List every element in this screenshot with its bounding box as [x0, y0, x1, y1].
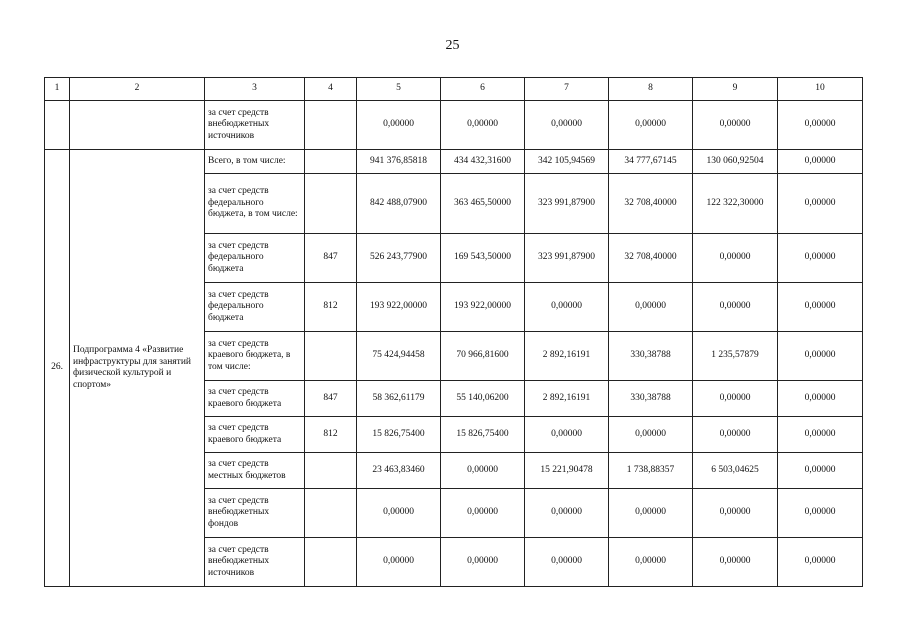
amount-cell: 0,00000: [778, 101, 863, 150]
amount-cell: 0,00000: [357, 101, 441, 150]
header-row: [45, 78, 863, 101]
budget-code-cell: [305, 150, 357, 174]
budget-code-cell: [305, 332, 357, 381]
amount-cell: 0,00000: [693, 234, 778, 283]
amount-cell: 70 966,81600: [441, 332, 525, 381]
column-header: 6: [441, 78, 525, 101]
column-header: 4: [305, 78, 357, 101]
funding-source-cell: за счет средств краевого бюджета: [205, 417, 305, 453]
budget-code-cell: 812: [305, 417, 357, 453]
budget-table: [44, 77, 863, 587]
amount-cell: 1 235,57879: [693, 332, 778, 381]
budget-code-cell: [305, 453, 357, 489]
amount-cell: 0,00000: [525, 417, 609, 453]
amount-cell: 0,00000: [693, 381, 778, 417]
amount-cell: 0,00000: [441, 489, 525, 538]
amount-cell: 330,38788: [609, 332, 693, 381]
amount-cell: 0,00000: [609, 538, 693, 587]
amount-cell: 0,00000: [609, 101, 693, 150]
amount-cell: 0,00000: [778, 538, 863, 587]
funding-source-cell: за счет средств внебюджетных фондов: [205, 489, 305, 538]
amount-cell: 23 463,83460: [357, 453, 441, 489]
amount-cell: 526 243,77900: [357, 234, 441, 283]
amount-cell: 0,00000: [693, 283, 778, 332]
budget-code-cell: [305, 489, 357, 538]
amount-cell: 0,00000: [778, 489, 863, 538]
amount-cell: 0,00000: [441, 453, 525, 489]
funding-source-cell: за счет средств федерального бюджета: [205, 283, 305, 332]
amount-cell: 0,00000: [693, 538, 778, 587]
amount-cell: 32 708,40000: [609, 174, 693, 234]
amount-cell: 323 991,87900: [525, 234, 609, 283]
amount-cell: 0,00000: [778, 453, 863, 489]
column-header: 9: [693, 78, 778, 101]
column-header: 3: [205, 78, 305, 101]
amount-cell: 58 362,61179: [357, 381, 441, 417]
amount-cell: 0,00000: [778, 234, 863, 283]
amount-cell: 0,00000: [609, 489, 693, 538]
amount-cell: 193 922,00000: [441, 283, 525, 332]
amount-cell: 0,00000: [693, 101, 778, 150]
budget-code-cell: [305, 538, 357, 587]
page-number: 25: [445, 38, 460, 53]
amount-cell: 6 503,04625: [693, 453, 778, 489]
amount-cell: 0,00000: [357, 538, 441, 587]
budget-code-cell: 847: [305, 381, 357, 417]
column-header: 1: [45, 78, 70, 101]
funding-source-cell: за счет средств внебюджетных источников: [205, 101, 305, 150]
amount-cell: 0,00000: [525, 283, 609, 332]
amount-cell: 130 060,92504: [693, 150, 778, 174]
column-header: 2: [70, 78, 205, 101]
amount-cell: 55 140,06200: [441, 381, 525, 417]
amount-cell: 0,00000: [778, 381, 863, 417]
funding-source-cell: за счет средств федерального бюджета, в том числе:: [205, 174, 305, 234]
budget-code-cell: [305, 101, 357, 150]
amount-cell: 0,00000: [441, 538, 525, 587]
amount-cell: 122 322,30000: [693, 174, 778, 234]
amount-cell: 1 738,88357: [609, 453, 693, 489]
amount-cell: 0,00000: [693, 417, 778, 453]
table-row: [45, 150, 863, 174]
amount-cell: 34 777,67145: [609, 150, 693, 174]
row-number-cell: 26.: [45, 150, 70, 587]
amount-cell: 15 826,75400: [441, 417, 525, 453]
amount-cell: 0,00000: [778, 417, 863, 453]
funding-source-cell: за счет средств внебюджетных источников: [205, 538, 305, 587]
funding-source-cell: за счет средств федерального бюджета: [205, 234, 305, 283]
amount-cell: 0,00000: [609, 283, 693, 332]
program-title-cell: [70, 101, 205, 150]
funding-source-cell: за счет средств краевого бюджета, в том числе:: [205, 332, 305, 381]
budget-code-cell: 847: [305, 234, 357, 283]
amount-cell: 0,00000: [778, 332, 863, 381]
funding-source-cell: Всего, в том числе:: [205, 150, 305, 174]
funding-source-cell: за счет средств местных бюджетов: [205, 453, 305, 489]
table-body: [45, 78, 863, 587]
amount-cell: 0,00000: [693, 489, 778, 538]
amount-cell: 0,00000: [525, 489, 609, 538]
amount-cell: 342 105,94569: [525, 150, 609, 174]
amount-cell: 0,00000: [441, 101, 525, 150]
column-header: 8: [609, 78, 693, 101]
table-row: [45, 101, 863, 150]
amount-cell: 0,00000: [778, 150, 863, 174]
amount-cell: 363 465,50000: [441, 174, 525, 234]
amount-cell: 842 488,07900: [357, 174, 441, 234]
amount-cell: 75 424,94458: [357, 332, 441, 381]
amount-cell: 193 922,00000: [357, 283, 441, 332]
program-title-cell: Подпрограмма 4 «Развитие инфраструктуры для занятий физической культурой и спортом»: [70, 150, 205, 587]
amount-cell: 0,00000: [357, 489, 441, 538]
amount-cell: 15 221,90478: [525, 453, 609, 489]
column-header: 7: [525, 78, 609, 101]
funding-source-cell: за счет средств краевого бюджета: [205, 381, 305, 417]
amount-cell: 0,00000: [525, 101, 609, 150]
budget-code-cell: [305, 174, 357, 234]
amount-cell: 32 708,40000: [609, 234, 693, 283]
amount-cell: 169 543,50000: [441, 234, 525, 283]
amount-cell: 0,00000: [778, 283, 863, 332]
column-header: 10: [778, 78, 863, 101]
amount-cell: 323 991,87900: [525, 174, 609, 234]
budget-code-cell: 812: [305, 283, 357, 332]
amount-cell: 330,38788: [609, 381, 693, 417]
amount-cell: 0,00000: [525, 538, 609, 587]
row-number-cell: [45, 101, 70, 150]
amount-cell: 0,00000: [778, 174, 863, 234]
amount-cell: 941 376,85818: [357, 150, 441, 174]
amount-cell: 2 892,16191: [525, 381, 609, 417]
amount-cell: 0,00000: [609, 417, 693, 453]
amount-cell: 15 826,75400: [357, 417, 441, 453]
column-header: 5: [357, 78, 441, 101]
amount-cell: 434 432,31600: [441, 150, 525, 174]
amount-cell: 2 892,16191: [525, 332, 609, 381]
